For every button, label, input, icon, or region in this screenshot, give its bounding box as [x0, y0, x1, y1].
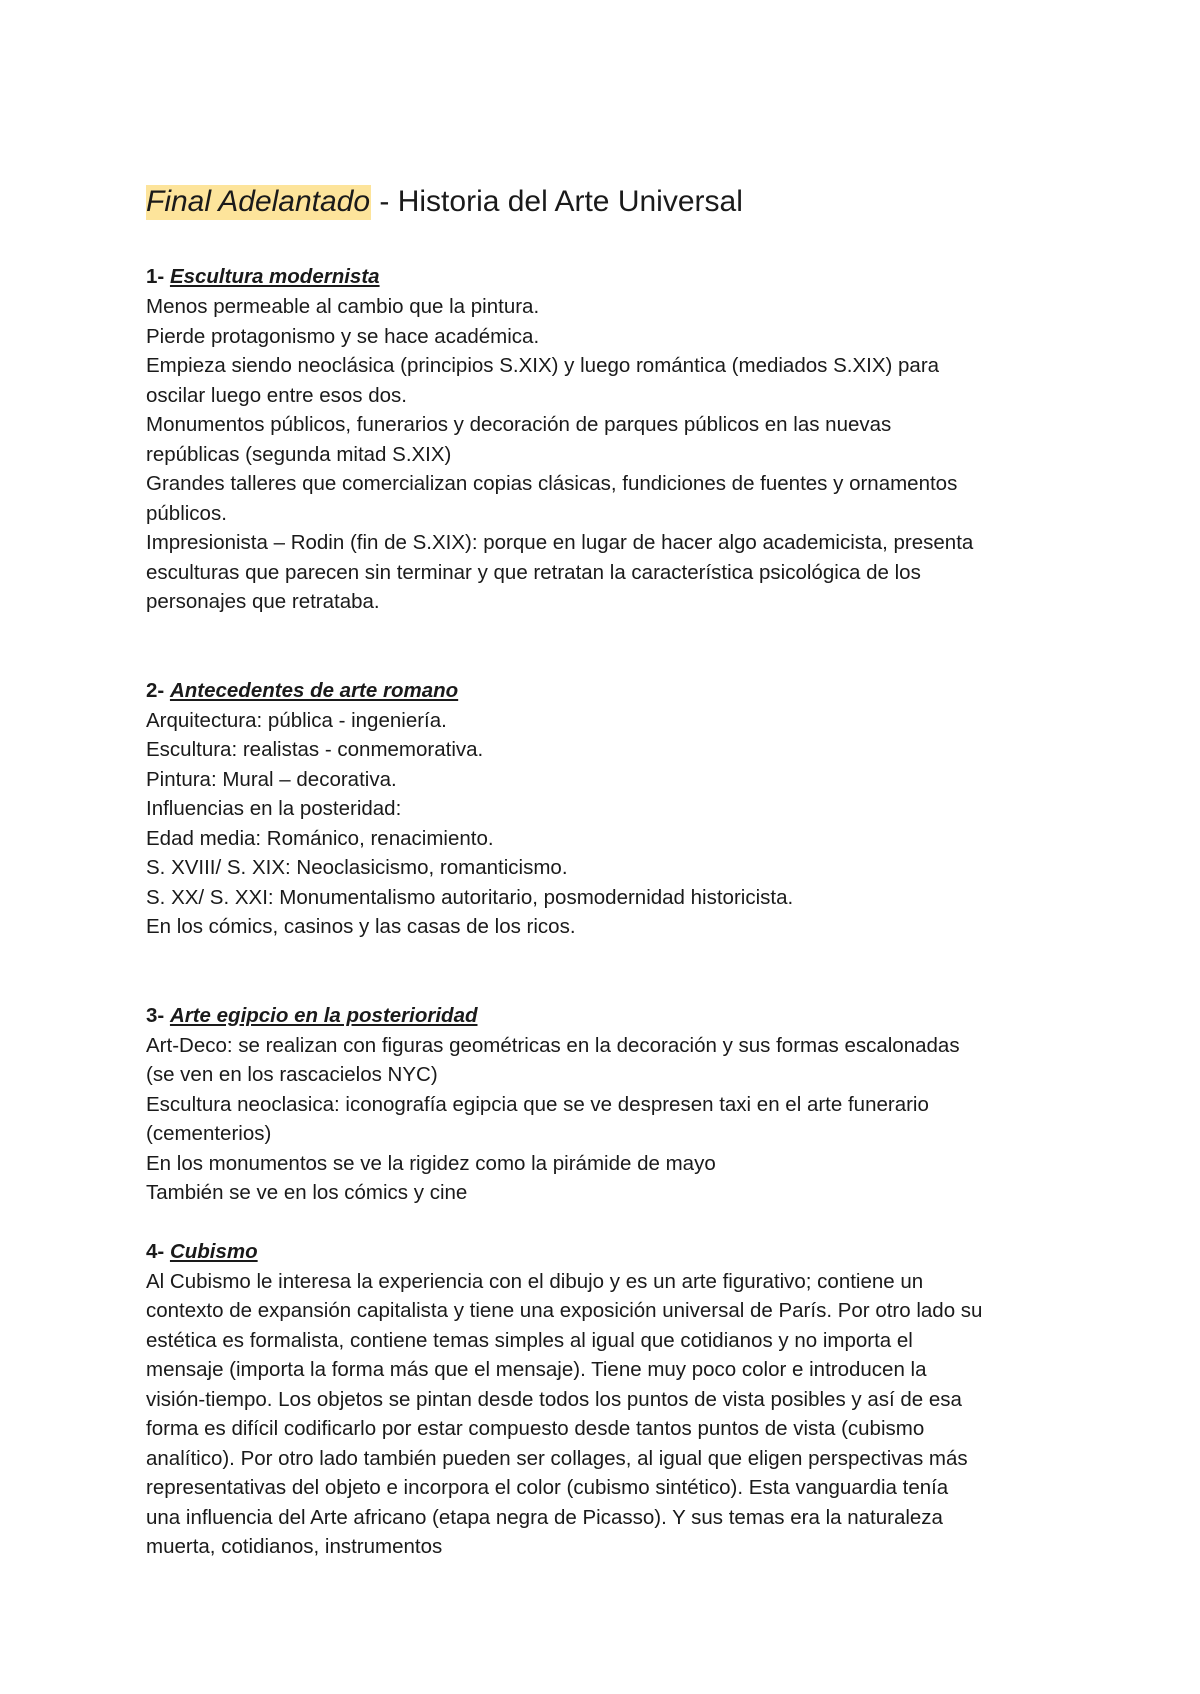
title-rest: - Historia del Arte Universal	[371, 185, 743, 218]
section-name: Arte egipcio en la posterioridad	[169, 1003, 478, 1027]
text-line: visión-tiempo. Los objetos se pintan desde todos los puntos de vista posibles y así de esa	[146, 1387, 962, 1411]
text-line: repúblicas (segunda mitad S.XIX)	[146, 442, 452, 466]
text-line: En los cómics, casinos y las casas de los ricos.	[146, 915, 576, 938]
text-line: Menos permeable al cambio que la pintura.	[146, 295, 540, 318]
text-line: (cementerios)	[146, 1122, 272, 1145]
text-line: públicos.	[146, 501, 227, 525]
spacer	[146, 942, 1070, 1001]
section-number: 2-	[146, 678, 170, 702]
text-line: esculturas que parecen sin terminar y que retratan la característica psicológica de los	[146, 560, 921, 584]
text-line: Pintura: Mural – decorativa.	[146, 767, 397, 791]
section-heading	[146, 676, 1070, 706]
text-line: Escultura: realistas - conmemorativa.	[146, 738, 484, 761]
spacer	[146, 617, 1070, 676]
section-heading	[146, 262, 1070, 292]
section-escultura-modernista	[146, 262, 1070, 617]
text-line: mensaje (importa la forma más que el mensaje). Tiene muy poco color e introducen la	[146, 1358, 927, 1381]
text-line: Art-Deco: se realizan con figuras geométricas en la decoración y sus formas escalonadas	[146, 1033, 960, 1057]
text-line: En los monumentos se ve la rigidez como la pirámide de mayo	[146, 1151, 716, 1175]
text-line: oscilar luego entre esos dos.	[146, 383, 407, 407]
section-arte-romano	[146, 676, 1070, 942]
text-line: personajes que retrataba.	[146, 590, 380, 613]
section-name: Escultura modernista	[169, 265, 380, 288]
section-heading	[146, 1237, 1070, 1267]
text-line: Pierde protagonismo y se hace académica.	[146, 324, 540, 348]
text-line: contexto de expansión capitalista y tiene una exposición universal de París. Por otro lado su	[146, 1299, 983, 1322]
text-line: Monumentos públicos, funerarios y decoración de parques públicos en las nuevas	[146, 413, 892, 436]
text-line: Influencias en la posteridad:	[146, 797, 402, 820]
section-arte-egipcio	[146, 1001, 1070, 1208]
text-line: S. XVIII/ S. XIX: Neoclasicismo, romanticismo.	[146, 856, 568, 879]
section-number: 3-	[146, 1003, 170, 1027]
section-name: Cubismo	[169, 1239, 258, 1263]
text-line: forma es difícil codificarlo por estar compuesto desde tantos puntos de vista (cubismo	[146, 1417, 925, 1440]
section-heading	[146, 1001, 1070, 1031]
section-name: Antecedentes de arte romano	[169, 678, 459, 702]
text-line: muerta, cotidianos, instrumentos	[146, 1535, 443, 1558]
text-line: Impresionista – Rodin (fin de S.XIX): porque en lugar de hacer algo academicista, presenta	[146, 531, 974, 554]
spacer	[146, 1208, 1070, 1237]
text-line: representativas del objeto e incorpora el color (cubismo sintético). Esta vanguardia tenía	[146, 1476, 949, 1499]
text-line: analítico). Por otro lado también pueden ser collages, al igual que eligen perspectivas más	[146, 1446, 968, 1470]
section-cubismo	[146, 1237, 1070, 1562]
text-line: Empieza siendo neoclásica (principios S.XIX) y luego romántica (mediados S.XIX) para	[146, 354, 940, 377]
section-number: 1-	[146, 265, 170, 288]
text-line: (se ven en los rascacielos NYC)	[146, 1063, 438, 1086]
text-line: Escultura neoclasica: iconografía egipcia que se ve despresen taxi en el arte funerario	[146, 1092, 929, 1116]
text-line: Arquitectura: pública - ingeniería.	[146, 708, 447, 732]
text-line: estética es formalista, contiene temas simples al igual que cotidianos y no importa el	[146, 1328, 913, 1352]
text-line: una influencia del Arte africano (etapa negra de Picasso). Y sus temas era la naturaleza	[146, 1505, 943, 1529]
text-line: También se ve en los cómics y cine	[146, 1181, 468, 1204]
document-title	[146, 182, 1070, 222]
text-line: Edad media: Románico, renacimiento.	[146, 826, 494, 850]
title-highlight: Final Adelantado	[146, 185, 371, 218]
text-line: Grandes talleres que comercializan copias clásicas, fundiciones de fuentes y ornamentos	[146, 472, 958, 495]
section-number: 4-	[146, 1239, 170, 1263]
text-line: Al Cubismo le interesa la experiencia con el dibujo y es un arte figurativo; contiene un	[146, 1269, 924, 1293]
text-line: S. XX/ S. XXI: Monumentalismo autoritario, posmodernidad historicista.	[146, 885, 794, 909]
